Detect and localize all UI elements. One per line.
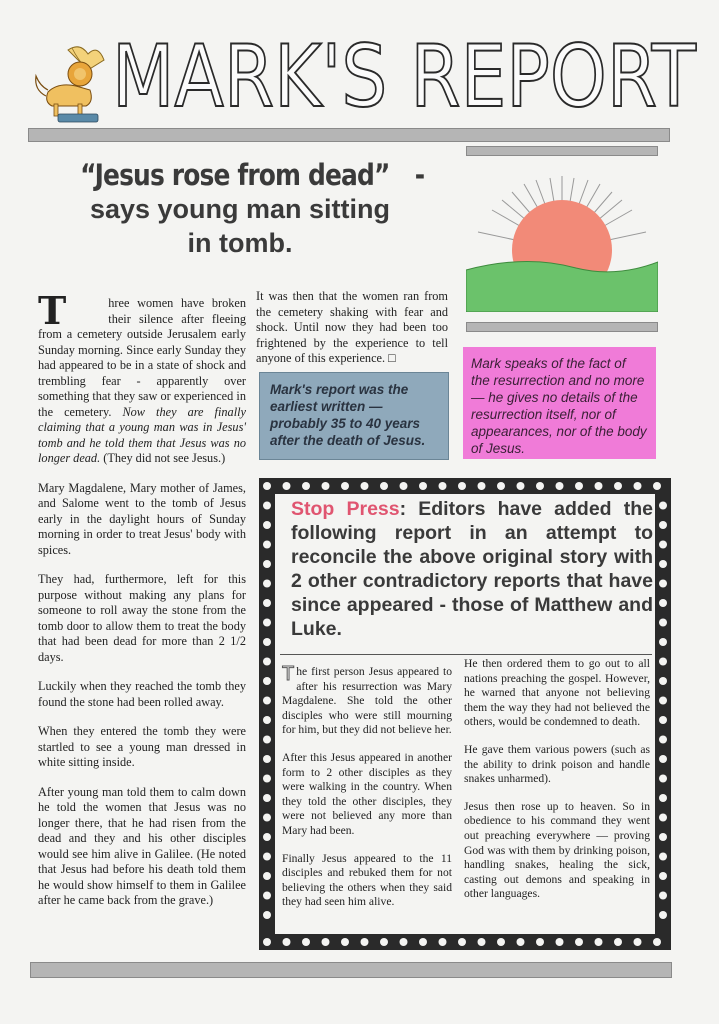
headline-line2: says young man sitting (89, 194, 391, 224)
frame-dot (478, 938, 486, 946)
frame-dot (263, 541, 271, 549)
frame-dot (659, 521, 667, 529)
frame-dot (302, 938, 310, 946)
article-paragraph: It was then that the women ran from the cemetery shaking with fear and shock. Until now they had been too frightened by the experience to tell anyone of this experience. □ (256, 289, 448, 365)
frame-dot (263, 938, 271, 946)
bottom-rule (30, 962, 672, 978)
frame-dot (263, 697, 271, 705)
addendum-paragraph: After this Jesus appeared in another form to 2 other disciples as they were walking in the country. When they told the other disciples, they were not believed any more than Mary had been. (282, 750, 452, 837)
frame-dot (263, 833, 271, 841)
frame-dot (659, 716, 667, 724)
frame-dot (614, 482, 622, 490)
frame-dot (458, 938, 466, 946)
frame-dot (659, 599, 667, 607)
frame-dot (659, 892, 667, 900)
frame-dot (659, 677, 667, 685)
resurrection-callout: Mark speaks of the fact of the resurrection and no more — he gives no details of the resurrection itself, nor of appearances, nor of the body of Jesus. (463, 347, 656, 459)
side-rule-top (466, 146, 658, 156)
frame-dot (263, 755, 271, 763)
frame-dot (263, 658, 271, 666)
frame-dot (517, 482, 525, 490)
frame-dot (575, 482, 583, 490)
frame-dot (659, 541, 667, 549)
article-paragraph: T hree women have broken their silence after fleeing from a cemetery outside Jerusalem early Sunday morning. Since early Sunday they had appeared to be in a state of shock and trembling fear - apparently over something that they saw or experienced in the cemetery. Now they are finally claiming that a young man was in Jesus' tomb and he told them that Jesus was no longer dead. (They did not see Jesus.) (38, 288, 246, 465)
frame-dot (659, 502, 667, 510)
stop-press-heading (291, 497, 653, 641)
frame-dot (458, 482, 466, 490)
frame-dot (595, 938, 603, 946)
frame-dot (653, 938, 661, 946)
frame-dot (361, 482, 369, 490)
headline (20, 158, 460, 260)
frame-dot (263, 794, 271, 802)
top-rule (28, 128, 670, 142)
article-paragraph: Luckily when they reached the tomb they found the stone had been rolled away. (38, 679, 246, 709)
frame-dot (659, 580, 667, 588)
frame-dot (614, 938, 622, 946)
frame-dot (263, 482, 271, 490)
frame-dot (341, 938, 349, 946)
stop-press-label: Stop Press (291, 498, 400, 520)
frame-dot (536, 482, 544, 490)
frame-dot (263, 716, 271, 724)
frame-dot (478, 482, 486, 490)
frame-dot (634, 938, 642, 946)
stop-press-text: : Editors have added the following report in an attempt to reconcile the above original story with 2 other contradictory reports that have since appeared - those of Matthew and Luke. (291, 498, 653, 640)
frame-dot (263, 580, 271, 588)
frame-dot (659, 619, 667, 627)
article-paragraph: They had, furthermore, left for this purpose without making any plans for someone to roll away the stone from the tomb door to allow them to treat the body that had been dead for more than 2 1/2 days. (38, 572, 246, 664)
frame-dot (263, 560, 271, 568)
frame-dot (659, 560, 667, 568)
masthead-title: MARK'S REPORT (112, 34, 697, 114)
frame-dot (263, 619, 271, 627)
addendum-column-left (282, 665, 452, 923)
drop-cap: T (38, 288, 67, 333)
frame-dot (283, 938, 291, 946)
article-paragraph: After young man told them to calm down he told the women that Jesus was no longer there, that he had risen from the dead and they and his other disciples would see him alive in Galilee. (He noted that Jesus had before his death told them he would show himself to them in Galilee after he came back from the grave.) (38, 784, 246, 907)
frame-dot (263, 814, 271, 822)
frame-dot (439, 938, 447, 946)
article-paragraph: Mary Magdalene, Mary mother of James, and Salome went to the tomb of Jesus early in the daylight hours of Sunday morning in order to treat Jesus' body with spices. (38, 480, 246, 557)
earliest-written-callout: Mark's report was the earliest written — probably 35 to 40 years after the death of Jesus. (259, 372, 449, 460)
outline-cap: T (282, 663, 295, 685)
frame-dot (439, 482, 447, 490)
frame-dot (659, 872, 667, 880)
headline-line3: in tomb. (187, 228, 293, 258)
frame-dot (659, 775, 667, 783)
addendum-paragraph: Finally Jesus appeared to the 11 disciples and rebuked them for not believing the others when they said they had seen him alive. (282, 851, 452, 909)
frame-dot (536, 938, 544, 946)
frame-dot (263, 521, 271, 529)
sunset-illustration (466, 176, 658, 312)
frame-dot (263, 853, 271, 861)
frame-dot (634, 482, 642, 490)
frame-dot (659, 638, 667, 646)
frame-dot (341, 482, 349, 490)
frame-dot (419, 938, 427, 946)
frame-dot (263, 502, 271, 510)
frame-dot (302, 482, 310, 490)
frame-dot (497, 938, 505, 946)
frame-dot (575, 938, 583, 946)
frame-dot (322, 938, 330, 946)
frame-dot (497, 482, 505, 490)
frame-dot (263, 892, 271, 900)
article-column-left (38, 288, 246, 923)
frame-dot (659, 853, 667, 861)
frame-dot (659, 833, 667, 841)
frame-dot (659, 736, 667, 744)
stop-press-rule (280, 654, 652, 655)
addendum-paragraph: Jesus then rose up to heaven. So in obedience to his command they went out preaching everywhere — proving God was with them by drinking poison, handling snakes, healing the sick, casting out demons and speaking in other languages. (464, 799, 650, 901)
frame-dot (263, 638, 271, 646)
frame-dot (659, 658, 667, 666)
frame-dot (380, 938, 388, 946)
frame-dot (361, 938, 369, 946)
addendum-column-right (464, 657, 650, 915)
frame-dot (380, 482, 388, 490)
side-rule-bottom (466, 322, 658, 332)
frame-dot (263, 677, 271, 685)
frame-dot (659, 814, 667, 822)
article-paragraph: When they entered the tomb they were startled to see a young man dressed in white sitting inside. (38, 724, 246, 769)
frame-dot (263, 872, 271, 880)
frame-dot (659, 794, 667, 802)
frame-dot (653, 482, 661, 490)
frame-dot (659, 697, 667, 705)
frame-dot (517, 938, 525, 946)
frame-dot (263, 775, 271, 783)
frame-dot (556, 938, 564, 946)
frame-dot (595, 482, 603, 490)
headline-dash: - (415, 158, 425, 192)
frame-dot (322, 482, 330, 490)
article-column-middle (256, 289, 448, 381)
addendum-paragraph: He gave them various powers (such as the ability to drink poison and handle snakes unharmed). (464, 742, 650, 786)
land (466, 261, 658, 312)
frame-dot (263, 911, 271, 919)
winged-lion-icon (28, 40, 118, 130)
frame-dot (263, 736, 271, 744)
frame-dot (263, 599, 271, 607)
masthead (110, 34, 700, 114)
frame-dot (556, 482, 564, 490)
frame-dot (400, 482, 408, 490)
addendum-paragraph: He then ordered them to go out to all nations preaching the gospel. However, he warned that anyone not believing them the way they had not believed the others, would be condemned to death. (464, 657, 650, 729)
frame-dot (659, 755, 667, 763)
frame-dot (419, 482, 427, 490)
frame-dot (400, 938, 408, 946)
headline-quote: “Jesus rose from dead” (79, 158, 390, 192)
addendum-paragraph: The first person Jesus appeared to after his resurrection was Mary Magdalene. She told the other disciples who were still mourning for him, but they did not believe her. (282, 663, 452, 737)
frame-dot (283, 482, 291, 490)
frame-dot (659, 911, 667, 919)
